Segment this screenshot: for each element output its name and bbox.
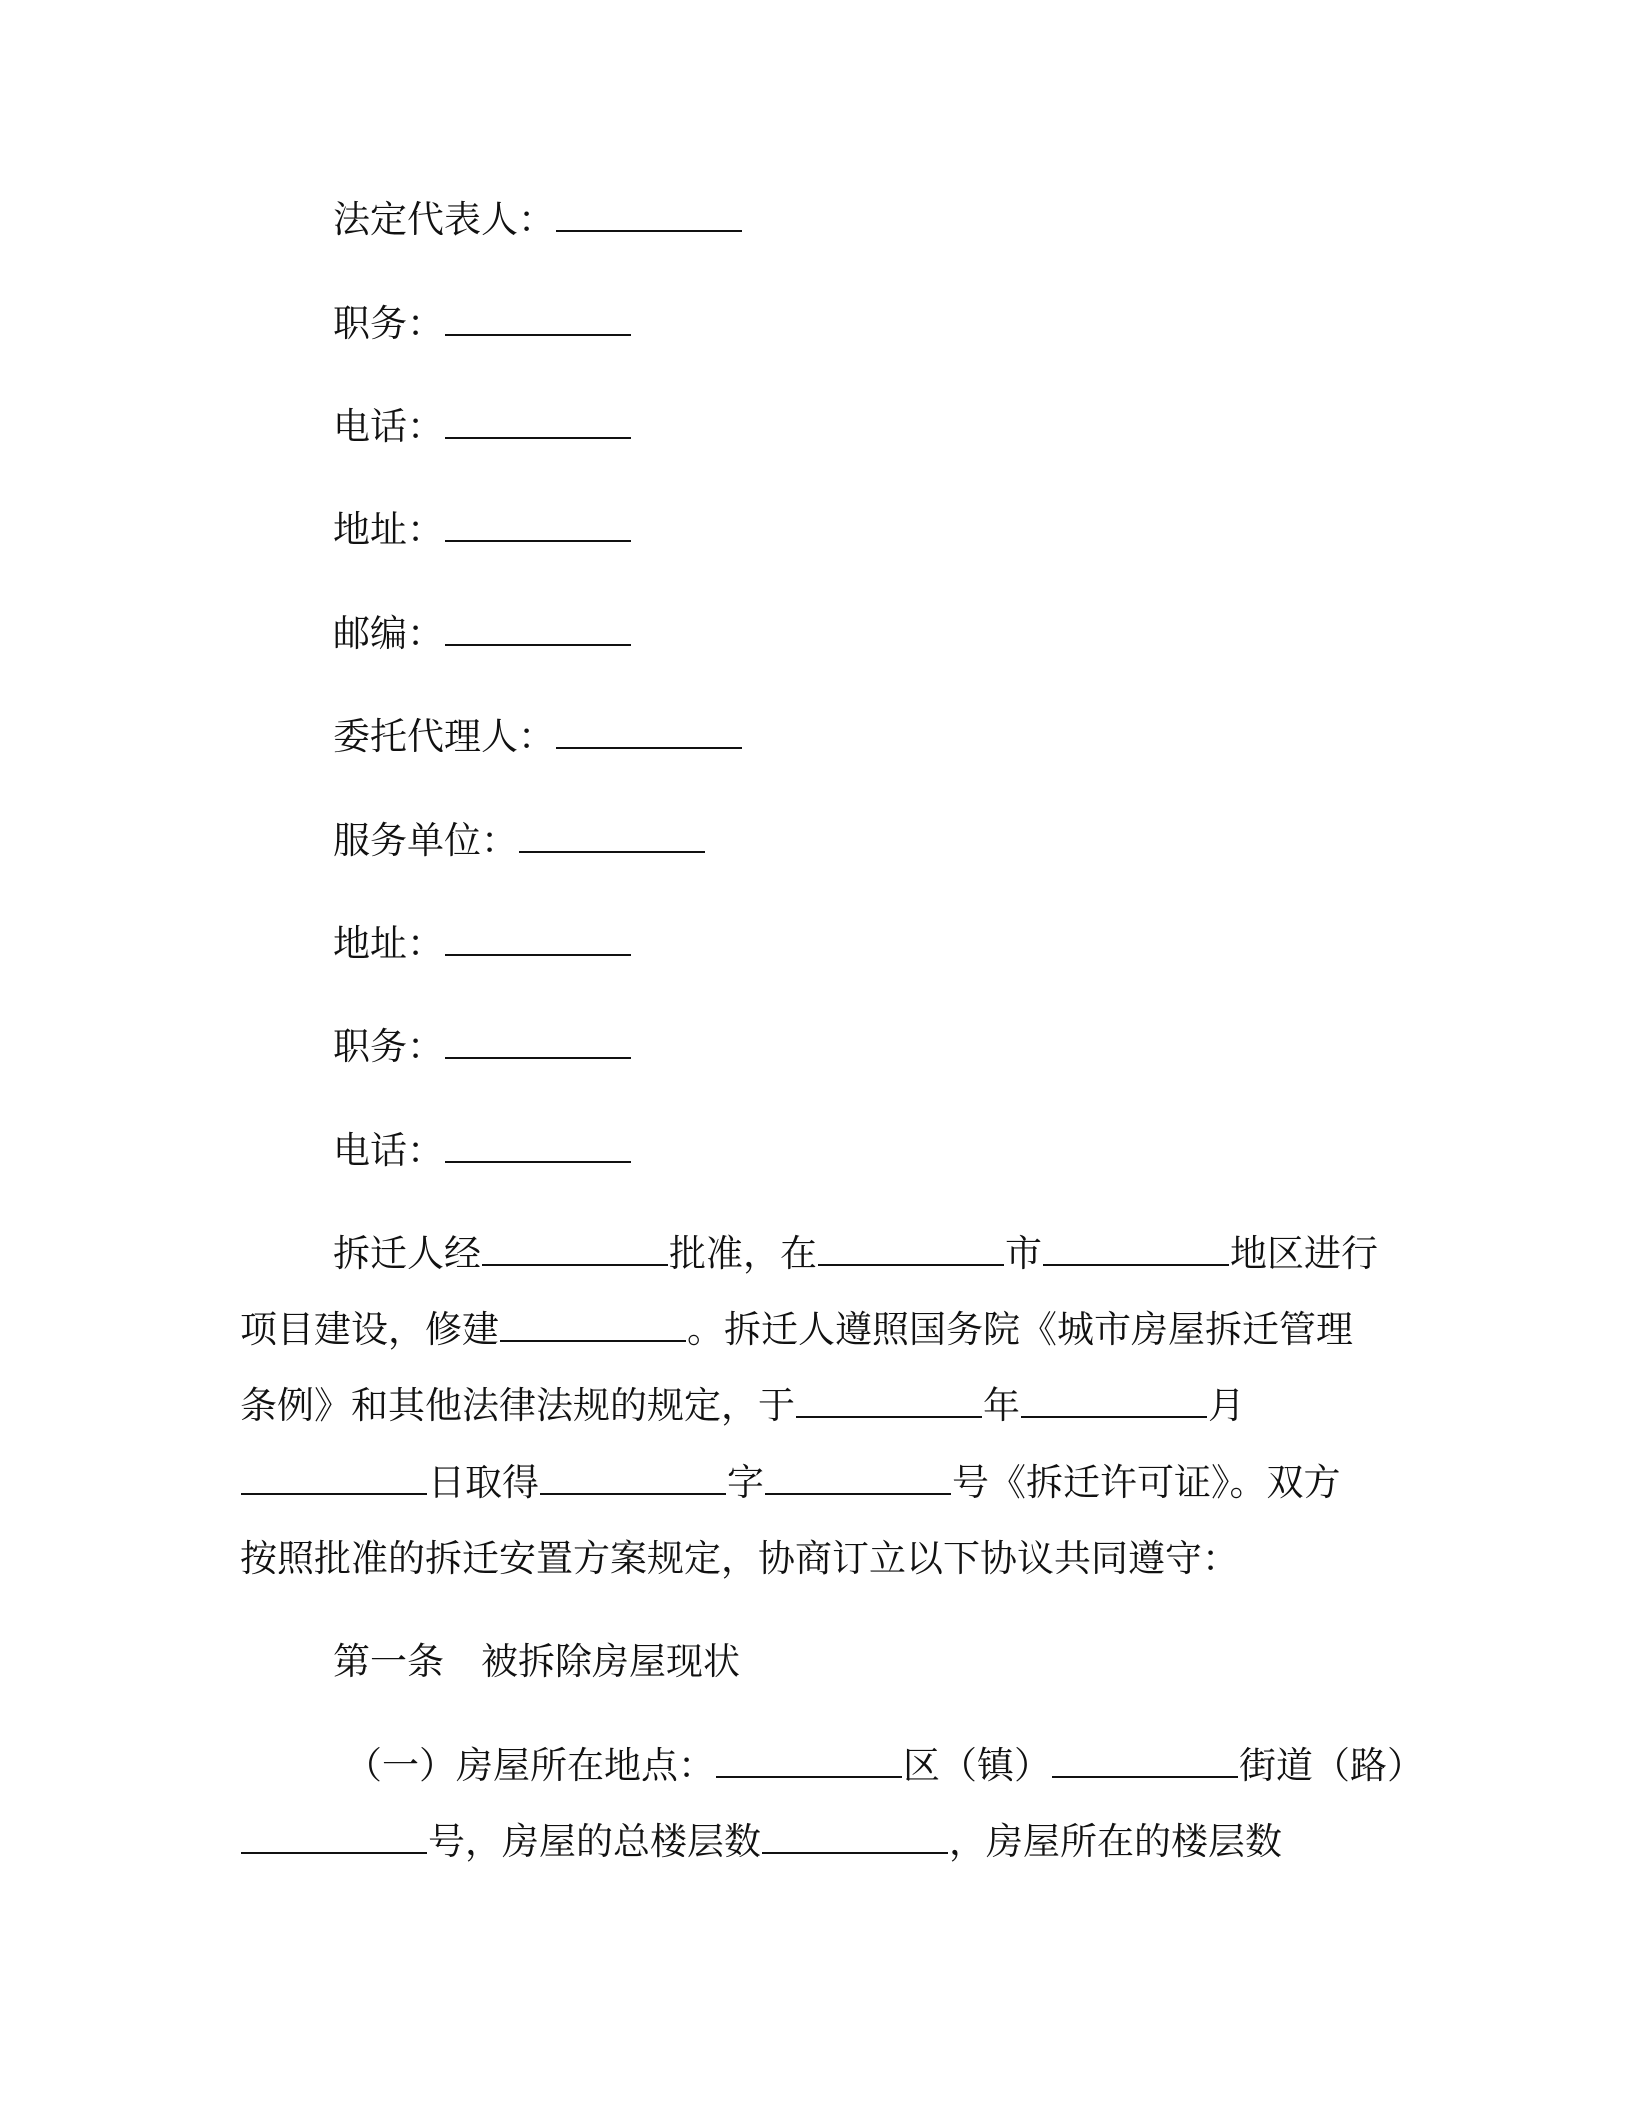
month-blank[interactable] [1021,1386,1207,1418]
legal-rep-blank[interactable] [556,200,742,232]
paragraph-line-4 [240,1459,1341,1507]
text-segment: 项目建设，修建 [240,1308,499,1351]
article-title: 第一条 被拆除房屋现状 [333,1640,740,1683]
address-line [333,506,632,554]
paragraph-line-2 [240,1306,1353,1354]
permit-word-blank[interactable] [540,1463,726,1495]
paragraph-line-5 [240,1535,1239,1583]
employer-blank[interactable] [519,821,705,853]
postcode-line [333,610,632,658]
text-segment: 批准，在 [669,1232,817,1275]
paragraph-line-3 [240,1382,1245,1430]
text-segment: 年 [983,1384,1020,1427]
district-town-blank[interactable] [716,1746,902,1778]
city-blank[interactable] [818,1234,1004,1266]
text-segment: 字 [727,1461,764,1504]
street-blank[interactable] [1052,1746,1238,1778]
position-line [333,300,632,348]
employer-label: 服务单位： [333,819,518,862]
legal-rep-label: 法定代表人： [333,198,555,241]
agent-blank[interactable] [556,717,742,749]
agent-line [333,713,743,761]
text-segment: 区（镇） [903,1744,1051,1787]
agent-position-line [333,1023,632,1071]
article-1-line-1 [345,1742,1424,1790]
day-blank[interactable] [241,1463,427,1495]
text-segment: 条例》和其他法律法规的规定，于 [240,1384,795,1427]
agent-address-blank[interactable] [445,924,631,956]
article-1-line-2 [240,1818,1282,1866]
article-1-title [333,1638,740,1686]
address-blank[interactable] [445,510,631,542]
employer-line [333,817,706,865]
agent-position-label: 职务： [333,1025,444,1068]
paragraph-line-1 [333,1230,1378,1278]
agent-label: 委托代理人： [333,715,555,758]
text-segment: 月 [1208,1384,1245,1427]
legal-rep-line [333,196,743,244]
address-label: 地址： [333,508,444,551]
text-segment: 按照批准的拆迁安置方案规定，协商订立以下协议共同遵守： [240,1537,1239,1580]
approval-authority-blank[interactable] [482,1234,668,1266]
district-blank[interactable] [1043,1234,1229,1266]
phone-line [333,403,632,451]
agent-phone-label: 电话： [333,1129,444,1172]
phone-label: 电话： [333,405,444,448]
agent-position-blank[interactable] [445,1027,631,1059]
text-segment: 。拆迁人遵照国务院《城市房屋拆迁管理 [687,1308,1353,1351]
text-segment: 日取得 [428,1461,539,1504]
text-segment: 号《拆迁许可证》。双方 [952,1461,1341,1504]
postcode-blank[interactable] [445,614,631,646]
agent-address-label: 地址： [333,922,444,965]
phone-blank[interactable] [445,407,631,439]
agent-address-line [333,920,632,968]
position-label: 职务： [333,302,444,345]
text-segment: 街道（路） [1239,1744,1424,1787]
text-segment: 号，房屋的总楼层数 [428,1820,761,1863]
text-segment: （一）房屋所在地点： [345,1744,715,1787]
year-blank[interactable] [796,1386,982,1418]
text-segment: 地区进行 [1230,1232,1378,1275]
agent-phone-line [333,1127,632,1175]
total-floors-blank[interactable] [762,1822,948,1854]
postcode-label: 邮编： [333,612,444,655]
position-blank[interactable] [445,304,631,336]
text-segment: 拆迁人经 [333,1232,481,1275]
agent-phone-blank[interactable] [445,1131,631,1163]
house-number-blank[interactable] [241,1822,427,1854]
text-segment: 市 [1005,1232,1042,1275]
permit-number-blank[interactable] [765,1463,951,1495]
text-segment: ，房屋所在的楼层数 [949,1820,1282,1863]
project-blank[interactable] [500,1310,686,1342]
